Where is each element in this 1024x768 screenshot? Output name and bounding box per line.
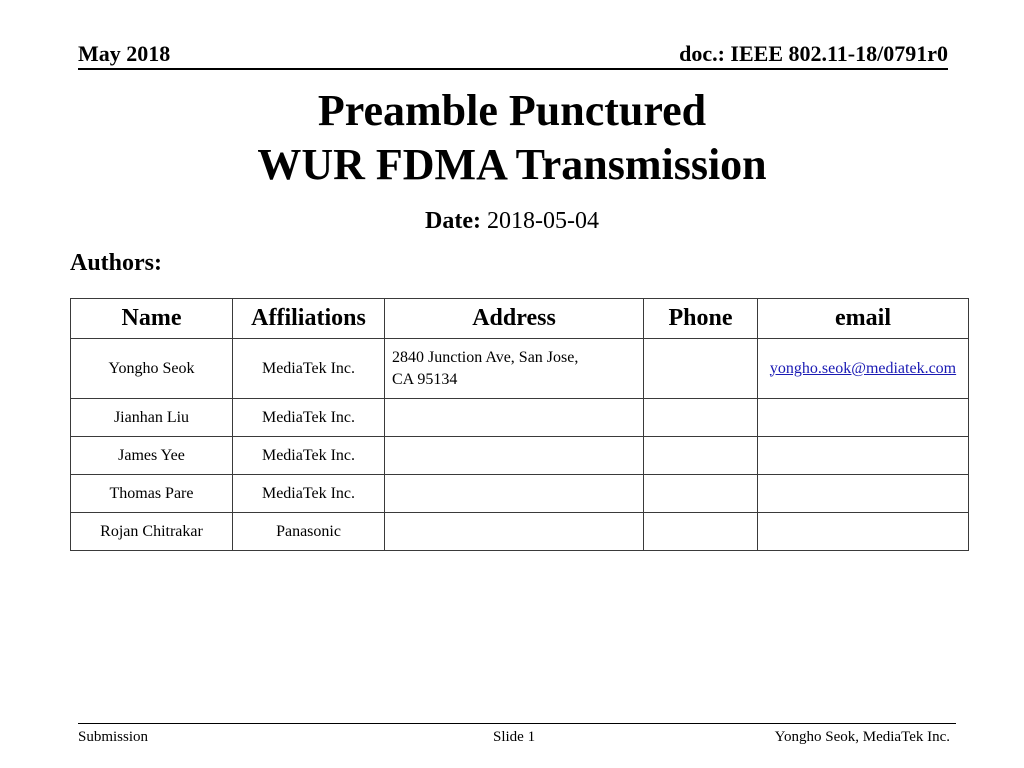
author-phone [644,513,758,551]
table-row [71,513,969,551]
column-header-phone: Phone [644,299,758,339]
author-email-cell [758,475,969,513]
author-address [385,339,644,399]
author-phone [644,475,758,513]
header-date: May 2018 [78,41,171,66]
title-line-2: WUR FDMA Transmission [257,140,767,189]
table-row [71,437,969,475]
author-name: Thomas Pare [71,475,233,513]
author-email-link[interactable]: yongho.seok@mediatek.com [769,359,957,377]
footer-author: Yongho Seok, MediaTek Inc. [774,729,950,745]
author-name: Jianhan Liu [71,399,233,437]
table-row [71,475,969,513]
table-row [71,339,969,399]
author-name: Rojan Chitrakar [71,513,233,551]
column-header-name: Name [71,299,233,339]
author-phone [644,339,758,399]
date-value: 2018-05-04 [486,208,599,234]
column-header-email: email [758,299,969,339]
header-doc-id: doc.: IEEE 802.11-18/0791r0 [679,41,948,66]
author-affiliation: Panasonic [233,513,385,551]
author-address [385,475,644,513]
author-email-cell [758,513,969,551]
author-email-cell [758,399,969,437]
footer-slide-number: Slide 1 [493,729,536,745]
author-affiliation: MediaTek Inc. [233,339,385,399]
author-name: James Yee [71,437,233,475]
date-label: Date: [425,208,481,234]
authors-label: Authors: [70,250,163,276]
address-line-2: CA 95134 [392,370,458,388]
title-line-1: Preamble Punctured [317,86,707,135]
author-address [385,437,644,475]
author-affiliation: MediaTek Inc. [233,399,385,437]
author-email-cell [758,437,969,475]
author-email-cell [758,339,969,399]
footer-submission: Submission [78,729,149,745]
author-address [385,399,644,437]
author-name: Yongho Seok [71,339,233,399]
date-row [0,206,1024,236]
authors-table [70,298,969,551]
author-phone [644,437,758,475]
author-affiliation: MediaTek Inc. [233,475,385,513]
slide-header [78,42,948,70]
address-line-1: 2840 Junction Ave, San Jose, [392,348,579,366]
table-header-row [71,299,969,339]
footer-divider [78,723,956,724]
column-header-address: Address [385,299,644,339]
table-row [71,399,969,437]
author-affiliation: MediaTek Inc. [233,437,385,475]
author-phone [644,399,758,437]
slide-title [0,84,1024,192]
column-header-affiliations: Affiliations [233,299,385,339]
author-address [385,513,644,551]
